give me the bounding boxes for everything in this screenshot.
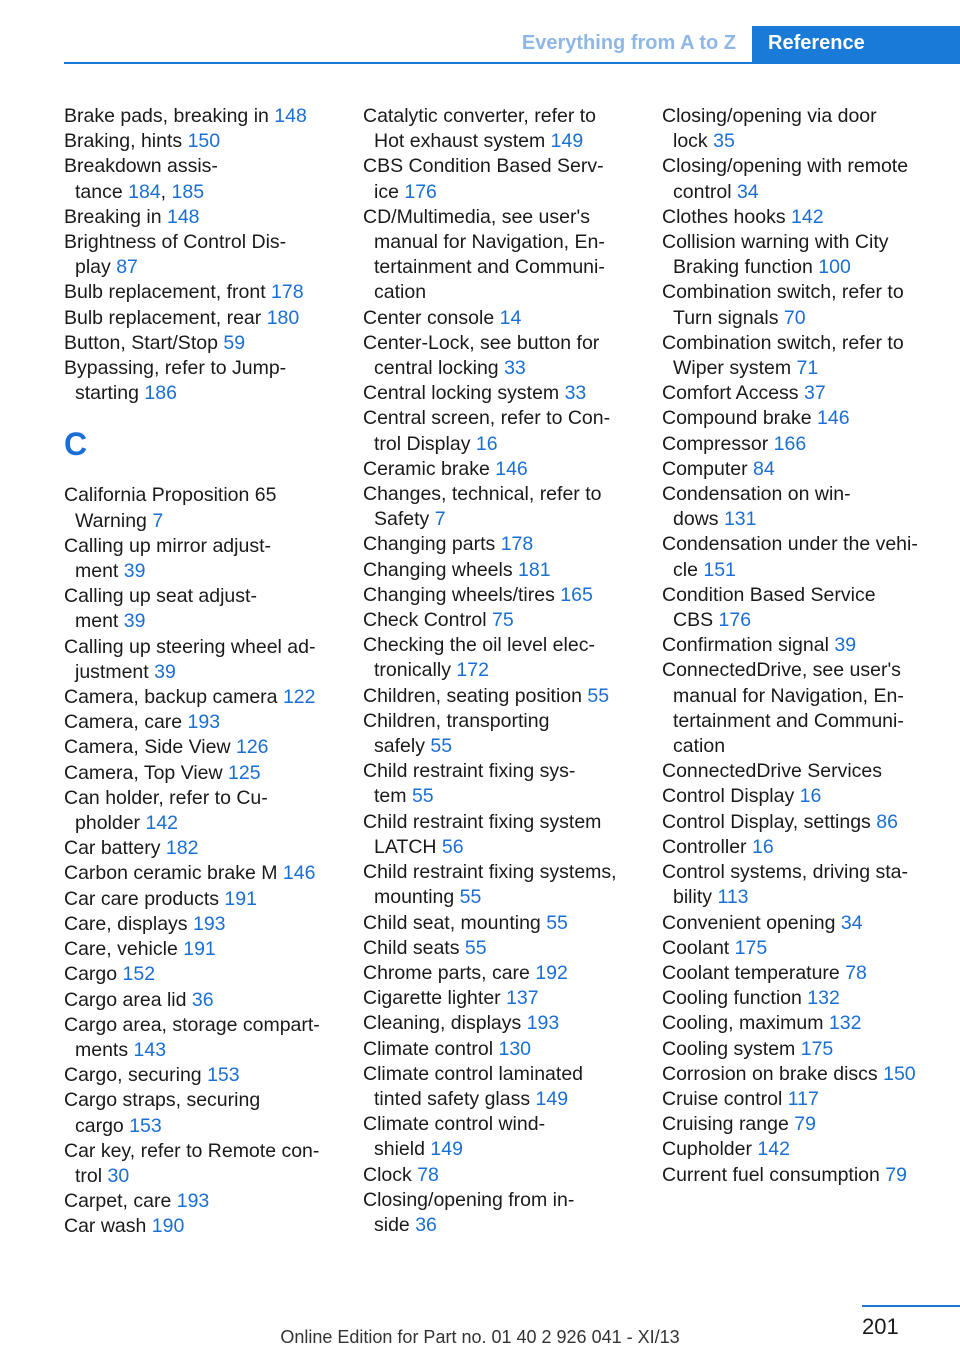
index-page-link[interactable]: 137 — [506, 987, 539, 1010]
index-entry — [64, 1088, 332, 1138]
footer-edition: Online Edition for Part no. 01 40 2 926 041 - XI/13 — [280, 1327, 680, 1347]
index-page-link[interactable]: 78 — [417, 1163, 439, 1186]
index-page-link[interactable]: 142 — [145, 812, 179, 835]
index-entry-text: Cargo area lid — [64, 988, 187, 1011]
index-page-link[interactable]: 185 — [171, 180, 205, 203]
index-entry — [363, 936, 631, 961]
index-entry-text: California Proposition 65 Warning — [64, 484, 277, 532]
index-entry-text: Cargo straps, securing cargo — [64, 1089, 261, 1137]
index-page-link[interactable]: 193 — [192, 912, 226, 935]
index-entry — [363, 331, 631, 381]
index-entry-text: Climate control wind- shield — [363, 1113, 546, 1161]
index-entry — [363, 381, 631, 406]
index-page-link[interactable]: 39 — [154, 660, 176, 683]
index-entry — [662, 406, 960, 431]
index-entry — [64, 912, 332, 937]
index-entry-text: Convenient opening — [662, 911, 836, 934]
index-entry — [363, 759, 631, 809]
index-entry-text: Catalytic converter, refer to Hot exhaust system — [363, 105, 597, 153]
index-entry — [64, 483, 332, 533]
index-entry-text: ConnectedDrive, see user's manual for Navigation, En- tertainment and Communi- cation — [662, 659, 904, 758]
index-entry-text: Clock — [363, 1163, 412, 1186]
index-entry-text: Child seat, mounting — [363, 911, 541, 934]
index-page-link[interactable]: 143 — [133, 1038, 167, 1061]
index-entry-text: CD/Multimedia, see user's manual for Navigation, En- tertainment and Communi- cation — [363, 205, 605, 304]
index-entry — [64, 710, 332, 735]
index-entry-text: Closing/opening with remote control — [662, 155, 909, 203]
index-entry-text: Child restraint fixing sys- tem — [363, 760, 576, 808]
index-entry — [363, 633, 631, 683]
index-entry-text: Camera, Side View — [64, 736, 231, 759]
index-entry-text: Car wash — [64, 1215, 147, 1238]
index-entry-text: Cargo area, storage compart- ments — [64, 1013, 320, 1061]
index-entry — [662, 633, 960, 658]
index-page-link[interactable]: 87 — [116, 256, 138, 279]
index-page-link[interactable]: 149 — [430, 1138, 463, 1161]
index-entry — [64, 836, 332, 861]
index-entry-text: Cargo — [64, 963, 118, 986]
index-entry — [64, 1189, 332, 1214]
index-page-link[interactable]: 182 — [165, 837, 199, 860]
index-entry — [64, 861, 332, 886]
index-entry-text: Clothes hooks — [662, 205, 786, 228]
index-entry-text: Camera, care — [64, 711, 183, 734]
index-letter-heading: C — [64, 426, 88, 463]
index-entry — [662, 432, 960, 457]
index-page-link[interactable]: 190 — [151, 1215, 185, 1238]
index-entry-text: Calling up steering wheel ad- justment — [64, 635, 316, 683]
index-page-link[interactable]: 191 — [224, 887, 257, 910]
index-entry — [662, 986, 960, 1011]
index-entry — [662, 835, 960, 860]
index-entry — [363, 154, 631, 204]
index-entry — [64, 356, 332, 406]
index-page-link[interactable]: 153 — [129, 1114, 162, 1137]
index-page-link[interactable]: 30 — [107, 1164, 130, 1187]
index-entry — [64, 761, 332, 786]
index-entry — [662, 381, 960, 406]
index-entry — [64, 205, 332, 230]
index-entry-text: Comfort Access — [662, 382, 799, 405]
index-entry-text: Cleaning, displays — [363, 1012, 522, 1035]
index-entry-text: Changing wheels/tires — [363, 583, 555, 606]
index-page-link[interactable]: 55 — [587, 684, 610, 707]
index-entry — [662, 331, 960, 381]
index-entry-text: Cigarette lighter — [363, 987, 501, 1010]
index-page-link[interactable]: 37 — [803, 382, 826, 405]
index-page-link[interactable]: 59 — [223, 331, 246, 354]
index-entry — [662, 1137, 960, 1162]
index-entry-text: Control systems, driving sta- bility — [662, 861, 908, 909]
index-entry — [64, 1214, 332, 1239]
index-entry — [662, 457, 960, 482]
page-number-rule — [862, 1305, 960, 1307]
index-entry — [363, 986, 631, 1011]
index-entry-text: Combination switch, refer to Wiper system — [662, 331, 904, 380]
index-column-1 — [64, 104, 332, 1240]
index-entry-text: Car battery — [64, 837, 161, 860]
index-entry-text: Button, Start/Stop — [64, 331, 218, 354]
index-entry-text: Brake pads, breaking in — [64, 105, 269, 127]
index-entry — [64, 129, 332, 154]
index-page-link[interactable]: 172 — [456, 659, 489, 682]
index-entry-text: Central locking system — [363, 382, 560, 405]
index-entry — [662, 658, 960, 759]
index-page-link[interactable]: 151 — [703, 558, 736, 581]
index-entry: Breakdown assis- tance 184, 185 — [64, 155, 218, 203]
index-entry-text: Car care products — [64, 887, 219, 910]
index-entry — [662, 583, 960, 633]
index-entry — [363, 1062, 631, 1112]
index-entry — [64, 1139, 332, 1189]
index-page-link[interactable]: 131 — [723, 508, 757, 531]
index-page-link[interactable]: 39 — [123, 560, 146, 583]
index-entry-text: Ceramic brake — [363, 457, 490, 480]
index-entry-text: Chrome parts, care — [363, 961, 530, 984]
index-page-link[interactable]: 175 — [734, 936, 768, 959]
index-page-link[interactable]: 148 — [166, 205, 200, 228]
index-page-link[interactable]: 132 — [807, 987, 840, 1010]
index-entry — [363, 205, 631, 306]
index-entry — [64, 887, 332, 912]
index-entry — [662, 230, 960, 280]
index-entry — [662, 911, 960, 936]
index-page-link[interactable]: 178 — [500, 533, 534, 556]
index-entry-text: Carpet, care — [64, 1190, 172, 1213]
index-entry — [363, 860, 631, 910]
index-entry — [64, 685, 332, 710]
index-entry — [64, 1063, 332, 1088]
index-entry — [662, 759, 960, 784]
index-page-link[interactable]: 193 — [176, 1190, 210, 1213]
index-page-link[interactable]: 186 — [144, 382, 177, 405]
index-entry — [662, 810, 960, 835]
index-page-link[interactable]: 146 — [282, 862, 316, 885]
header-section-title: Everything from A to Z — [521, 32, 736, 54]
index-entry-text: Center console — [363, 306, 495, 329]
index-entry — [363, 961, 631, 986]
index-entry-text: Care, vehicle — [64, 938, 178, 961]
index-entry — [64, 786, 332, 836]
index-entry-text: Corrosion on brake discs — [662, 1062, 878, 1085]
index-entry-text: Control Display — [662, 785, 795, 808]
index-page-link[interactable]: 71 — [796, 357, 819, 380]
index-entry — [64, 635, 332, 685]
index-page-link[interactable]: 14 — [499, 306, 522, 329]
index-entry — [662, 936, 960, 961]
index-entry — [363, 1163, 631, 1188]
index-page-link[interactable]: 142 — [757, 1138, 790, 1161]
index-page-link[interactable]: 84 — [753, 457, 775, 480]
index-entry-text: Current fuel consumption — [662, 1163, 880, 1186]
index-entry-text: Compound brake — [662, 407, 812, 430]
index-entry — [363, 709, 631, 759]
index-entry — [662, 860, 960, 910]
index-page-link[interactable]: 55 — [459, 886, 482, 909]
index-page-link[interactable]: 176 — [404, 180, 437, 203]
index-entry-text: Cruising range — [662, 1113, 789, 1136]
index-entry-text: Condition Based Service CBS — [662, 583, 876, 632]
index-entry-text: Camera, Top View — [64, 761, 223, 784]
index-entry-text: Cooling system — [662, 1037, 796, 1060]
index-page-link[interactable]: 55 — [464, 936, 487, 959]
index-page-link[interactable]: 142 — [791, 205, 824, 228]
index-page-link[interactable]: 178 — [271, 281, 304, 304]
index-page-link[interactable]: 113 — [717, 886, 749, 909]
index-page-link[interactable]: 7 — [152, 509, 164, 532]
index-entry — [662, 1062, 960, 1087]
index-entry — [662, 1087, 960, 1112]
index-entry — [363, 104, 631, 154]
index-entry-text: Central screen, refer to Con- trol Display — [363, 407, 611, 455]
index-entry-text: Changing wheels — [363, 558, 513, 581]
index-entry — [363, 457, 631, 482]
index-page-link[interactable]: 70 — [783, 306, 806, 329]
index-entry-text: Changing parts — [363, 533, 496, 556]
index-page-link[interactable]: 132 — [828, 1012, 862, 1035]
index-entry — [662, 205, 960, 230]
index-entry — [64, 1013, 332, 1063]
index-page-link[interactable]: 35 — [713, 130, 735, 153]
index-entry-text: Control Display, settings — [662, 810, 871, 833]
index-entry — [662, 104, 960, 154]
index-page-link[interactable]: 153 — [207, 1064, 240, 1087]
index-page-link[interactable]: 149 — [535, 1087, 569, 1110]
index-page-link[interactable]: 146 — [495, 457, 528, 480]
index-page-link[interactable]: 184 — [128, 180, 161, 203]
index-entry — [662, 1011, 960, 1036]
index-entry-text: Cruise control — [662, 1087, 783, 1110]
index-page-link[interactable]: 180 — [266, 306, 300, 329]
index-entry-text: Computer — [662, 457, 748, 480]
index-entry-text: Combination switch, refer to Turn signals — [662, 281, 904, 329]
index-entry-text: ConnectedDrive Services — [662, 760, 883, 783]
index-column-2 — [363, 104, 631, 1238]
index-entry-text: Breakdown assis- tance — [64, 155, 218, 203]
index-entry-text: Collision warning with City Braking function — [662, 231, 889, 279]
index-page-link[interactable]: 34 — [840, 911, 863, 934]
index-entry-text: Bulb replacement, front — [64, 281, 266, 304]
index-page-link[interactable]: 36 — [191, 988, 214, 1011]
index-entry — [64, 735, 332, 760]
index-entry-text: Car key, refer to Remote con- trol — [64, 1139, 320, 1187]
index-page-link[interactable]: 86 — [876, 810, 898, 833]
index-entry-text: Bypassing, refer to Jump- starting — [64, 357, 287, 405]
index-entry-text: Bulb replacement, rear — [64, 306, 262, 329]
index-entry-text: Controller — [662, 835, 747, 858]
index-entry-text: Carbon ceramic brake M — [64, 862, 278, 885]
index-page-link[interactable]: 100 — [818, 256, 851, 279]
index-entry-text: Cooling, maximum — [662, 1012, 824, 1035]
index-entry — [64, 937, 332, 962]
index-entry — [363, 306, 631, 331]
index-entry — [662, 532, 960, 582]
index-entry-text: Cupholder — [662, 1138, 752, 1161]
index-entry-text: Checking the oil level elec- tronically — [363, 634, 595, 682]
index-entry-text: Calling up seat adjust- ment — [64, 585, 257, 633]
index-page-link[interactable]: 78 — [845, 961, 867, 984]
index-entry — [363, 1188, 631, 1238]
index-entry-text: Closing/opening via door lock — [662, 105, 877, 153]
index-page-link[interactable]: 39 — [834, 634, 857, 657]
index-entry — [64, 331, 332, 356]
index-entry — [64, 584, 332, 634]
index-entry-text: Coolant temperature — [662, 961, 840, 984]
index-entry — [662, 1037, 960, 1062]
index-entry-text: Camera, backup camera — [64, 686, 278, 709]
index-page-link[interactable]: 175 — [800, 1037, 834, 1060]
index-page-link[interactable]: 152 — [122, 963, 156, 986]
index-entry — [363, 532, 631, 557]
index-entry — [64, 988, 332, 1013]
index-page-link[interactable]: 33 — [564, 382, 587, 405]
index-entry — [662, 1163, 960, 1188]
index-page-link[interactable]: 16 — [799, 785, 822, 808]
index-page-link[interactable]: 150 — [883, 1062, 916, 1085]
index-entry-text: Children, seating position — [363, 684, 582, 707]
index-entry — [662, 154, 960, 204]
index-entry — [662, 482, 960, 532]
index-entry — [662, 1112, 960, 1137]
index-entry — [363, 406, 631, 456]
index-entry — [363, 1037, 631, 1062]
index-page-link[interactable]: 149 — [550, 130, 584, 153]
index-page-link[interactable]: 7 — [434, 508, 446, 531]
index-page-link[interactable]: 117 — [787, 1087, 819, 1110]
index-page-link[interactable]: 125 — [228, 761, 261, 784]
index-page-link[interactable]: 165 — [560, 583, 593, 606]
index-page-link[interactable]: 36 — [415, 1213, 437, 1236]
index-entry — [363, 810, 631, 860]
index-page-link[interactable]: 191 — [183, 938, 216, 961]
index-page-link[interactable]: 193 — [526, 1012, 560, 1035]
index-entry-text: Compressor — [662, 432, 769, 455]
index-entry-text: Cargo, securing — [64, 1064, 202, 1087]
index-entry-text: Children, transporting safely — [363, 709, 550, 758]
index-entry — [662, 784, 960, 809]
index-page-link[interactable]: 34 — [736, 180, 759, 203]
index-page-link[interactable]: 16 — [751, 835, 774, 858]
index-page-link[interactable]: 79 — [885, 1163, 907, 1186]
index-entry-text: Child seats — [363, 936, 460, 959]
index-entry — [363, 482, 631, 532]
index-page-link[interactable]: 55 — [411, 785, 434, 808]
index-entry-text: Coolant — [662, 936, 730, 959]
index-entry — [64, 280, 332, 305]
index-page-link[interactable]: 192 — [535, 961, 568, 984]
index-page-link[interactable]: 55 — [546, 911, 568, 934]
index-entry-text: Care, displays — [64, 912, 188, 935]
index-page-link[interactable]: 122 — [282, 686, 316, 709]
index-entry — [662, 280, 960, 330]
index-entry — [363, 1011, 631, 1036]
index-entry — [363, 1112, 631, 1162]
index-entry-text: Condensation on win- dows — [662, 483, 851, 531]
index-page-link[interactable]: 130 — [498, 1037, 532, 1060]
index-entry — [363, 558, 631, 583]
index-entry — [363, 608, 631, 633]
index-entry-text: Climate control laminated tinted safety glass — [363, 1062, 584, 1110]
index-entry — [64, 104, 332, 129]
index-entry — [64, 230, 332, 280]
index-page-link[interactable]: 176 — [718, 609, 752, 632]
index-entry — [64, 534, 332, 584]
index-column-3 — [662, 104, 960, 1188]
index-page-link[interactable]: 55 — [430, 735, 453, 758]
page-number: 201 — [862, 1314, 899, 1339]
index-entry-text: Confirmation signal — [662, 634, 829, 657]
index-page-link[interactable]: 148 — [274, 105, 307, 127]
index-entry — [363, 684, 631, 709]
index-page-link[interactable]: 150 — [187, 130, 221, 153]
header-tab-reference: Reference — [752, 26, 960, 62]
index-page-link[interactable]: 16 — [475, 432, 498, 455]
index-page-link[interactable]: 79 — [794, 1113, 816, 1136]
index-entry-text: Cooling function — [662, 987, 802, 1010]
index-entry-text: Braking, hints — [64, 130, 183, 153]
index-entry-text: Check Control — [363, 609, 487, 632]
index-entry — [363, 911, 631, 936]
index-entry-text: Center-Lock, see button for central locking — [363, 331, 600, 380]
index-entry-text: Breaking in — [64, 205, 162, 228]
index-entry-text: Condensation under the vehi- cle — [662, 533, 918, 581]
index-entry — [363, 583, 631, 608]
index-entry-text: Calling up mirror adjust- ment — [64, 534, 271, 583]
index-page-link[interactable]: 75 — [491, 609, 514, 632]
index-entry-text: Brightness of Control Dis- play — [64, 231, 287, 279]
index-page-link[interactable]: 146 — [817, 407, 850, 430]
page-header — [64, 26, 960, 64]
index-entry — [64, 962, 332, 987]
index-page-link[interactable]: 181 — [518, 558, 551, 581]
index-page-link[interactable]: 126 — [235, 736, 269, 759]
index-entry-text: Climate control — [363, 1037, 494, 1060]
index-page-link[interactable]: 193 — [187, 711, 221, 734]
index-page-link[interactable]: 166 — [773, 432, 807, 455]
index-entry-text: Closing/opening from in- side — [363, 1188, 575, 1236]
index-entry-text: CBS Condition Based Serv- ice — [363, 155, 604, 203]
index-entry — [662, 961, 960, 986]
index-page-link[interactable]: 33 — [504, 357, 526, 380]
index-page-link[interactable]: 39 — [123, 610, 146, 633]
index-entry — [64, 306, 332, 331]
index-entry-text: Can holder, refer to Cu- pholder — [64, 786, 268, 835]
index-entry-text: Child restraint fixing systems, mounting — [363, 861, 617, 909]
index-entry-text: Child restraint fixing system LATCH — [363, 810, 602, 858]
index-page-link[interactable]: 56 — [441, 835, 464, 858]
index-entry-text: Changes, technical, refer to Safety — [363, 483, 602, 531]
